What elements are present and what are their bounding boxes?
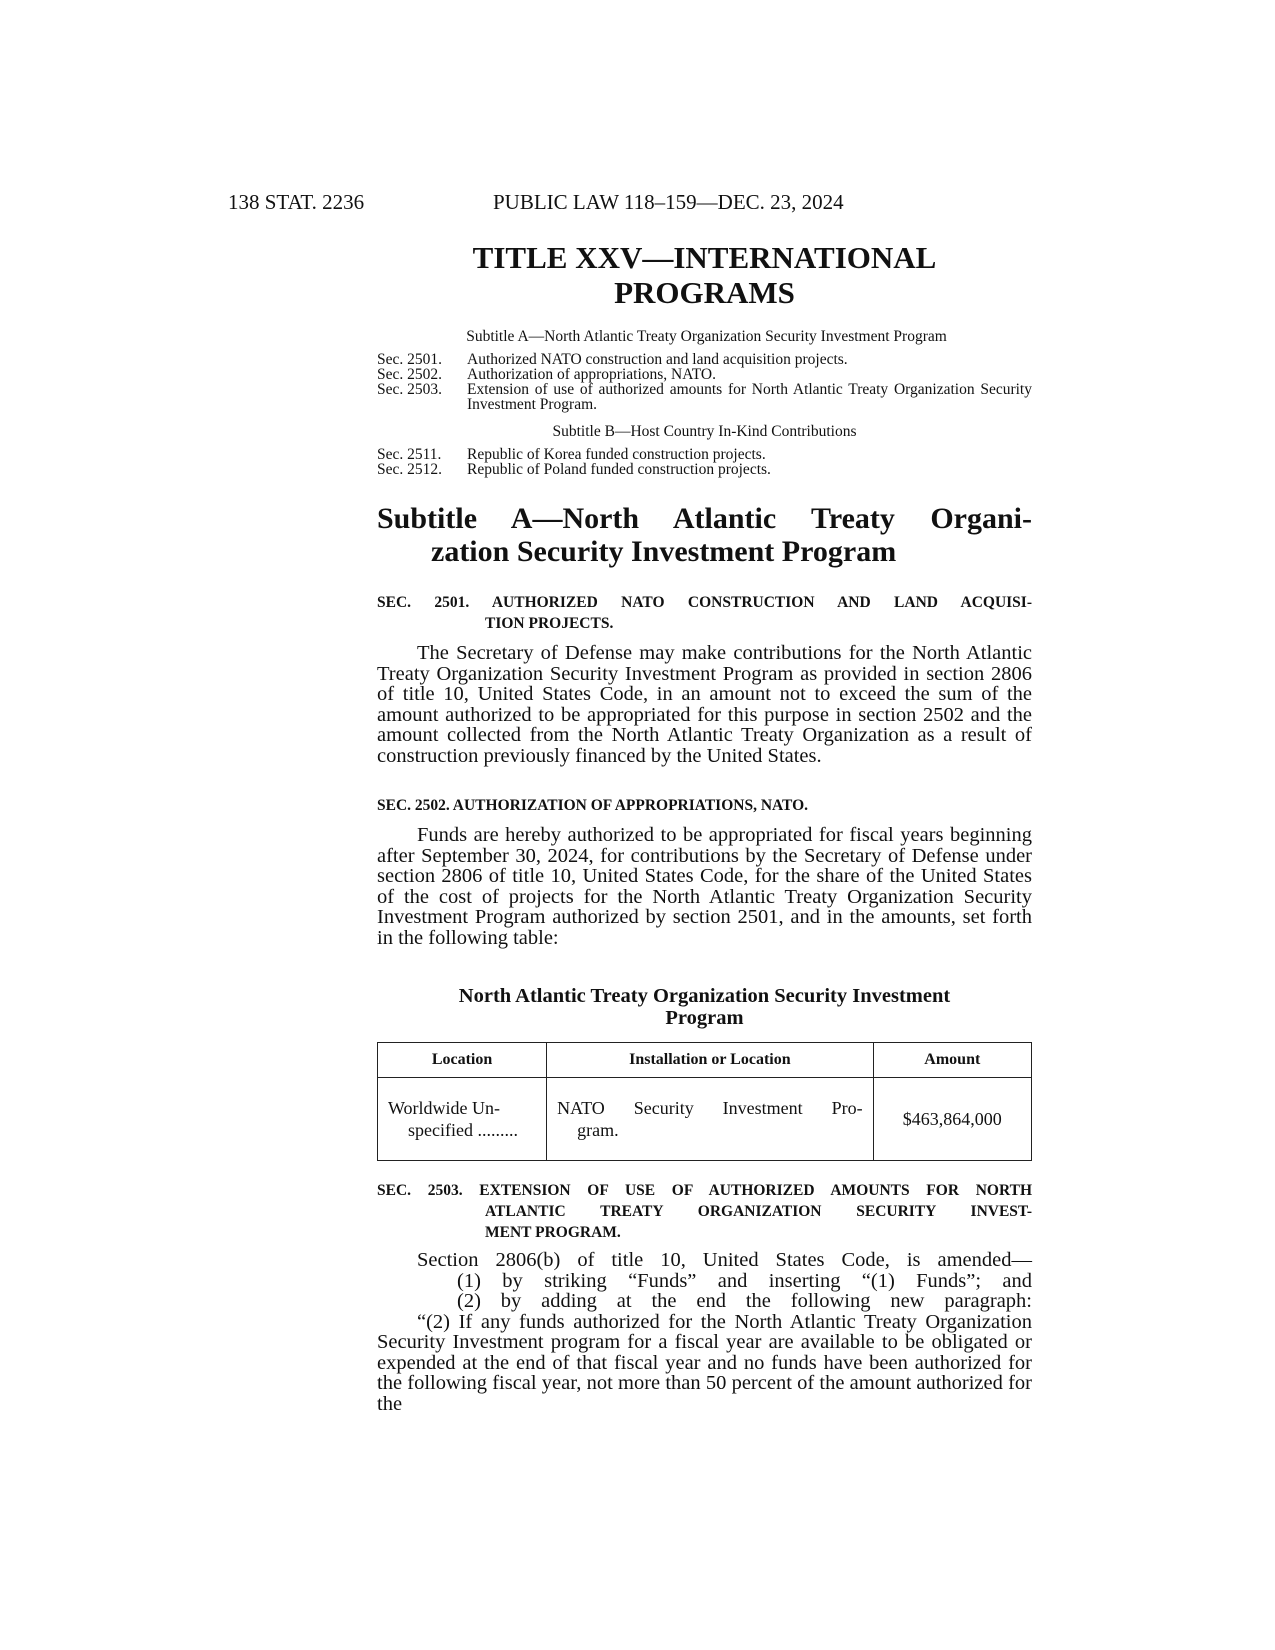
toc-entry bbox=[377, 382, 1032, 412]
column-header-installation: Installation or Location bbox=[547, 1043, 874, 1078]
table-row bbox=[378, 1078, 1032, 1161]
toc-entry-text: Republic of Poland funded construction projects. bbox=[467, 461, 771, 478]
toc-entry-text: Republic of Korea funded construction projects. bbox=[467, 446, 766, 463]
table-title-line-2: Program bbox=[665, 1007, 744, 1029]
nato-funding-table bbox=[377, 1042, 1032, 1161]
toc-entry bbox=[377, 462, 1032, 477]
sec-2501-heading-line-1: SEC. 2501. AUTHORIZED NATO CONSTRUCTION AND LAND ACQUISI- bbox=[377, 594, 1032, 611]
cell-location bbox=[378, 1078, 547, 1161]
table-title-line-1: North Atlantic Treaty Organization Security Investment bbox=[458, 985, 951, 1007]
stat-page-number: 138 STAT. 2236 bbox=[228, 190, 365, 214]
title-line-1: TITLE XXV—INTERNATIONAL bbox=[472, 240, 937, 275]
cell-installation bbox=[547, 1078, 874, 1161]
sec-2503-item-1: (1) by striking “Funds” and inserting “(1) Funds”; and bbox=[457, 1269, 1032, 1292]
sec-2501-heading-line-2: TION PROJECTS. bbox=[485, 615, 614, 632]
column-header-amount: Amount bbox=[873, 1043, 1031, 1078]
cell-installation-line-1: NATO Security Investment Pro- bbox=[557, 1098, 863, 1118]
toc-entry-text: Extension of use of authorized amounts for North Atlantic Treaty Organization Security Investment Program. bbox=[467, 381, 1032, 413]
table-title bbox=[377, 985, 1032, 1029]
sec-2503-item-2: (2) by adding at the end the following new paragraph: bbox=[457, 1290, 1032, 1312]
column-header-location: Location bbox=[378, 1043, 547, 1078]
sec-2502-heading: SEC. 2502. AUTHORIZATION OF APPROPRIATIONS, NATO. bbox=[377, 797, 809, 814]
toc-entry bbox=[377, 367, 1032, 382]
sec-2503-heading-line-1: SEC. 2503. EXTENSION OF USE OF AUTHORIZED AMOUNTS FOR NORTH bbox=[377, 1182, 1032, 1199]
sec-2501-heading bbox=[377, 592, 1032, 634]
sec-2503-quoted-paragraph: “(2) If any funds authorized for the North Atlantic Treaty Organization Security Investment program for a fiscal year are available to be obligated or expended at the end of that fiscal year and no funds have been authorized for the following fiscal year, not more than 50 percent of the amount authorized for the bbox=[377, 1310, 1032, 1415]
table-of-contents bbox=[377, 329, 1032, 477]
sec-2501-text: The Secretary of Defense may make contributions for the North Atlantic Treaty Organization Security Investment Program as provided in section 2806 of title 10, United States Code, in an amount not to exceed the sum of the amount authorized to be appropriated for this purpose in section 2502 and the amount collected from the North Atlantic Treaty Organization as a result of construction previously financed by the United States. bbox=[377, 642, 1032, 767]
toc-entry bbox=[377, 352, 1032, 367]
public-law-citation: PUBLIC LAW 118–159—DEC. 23, 2024 bbox=[493, 190, 844, 214]
toc-entry-number: Sec. 2502. bbox=[377, 366, 443, 383]
sec-2503-text bbox=[377, 1250, 1032, 1414]
cell-amount: $463,864,000 bbox=[873, 1078, 1031, 1161]
toc-entry-text: Authorized NATO construction and land acquisition projects. bbox=[467, 351, 848, 368]
toc-entry-text: Authorization of appropriations, NATO. bbox=[467, 366, 716, 383]
toc-entry-number: Sec. 2503. bbox=[377, 381, 443, 398]
subtitle-a-heading-line-2: zation Security Investment Program bbox=[431, 535, 897, 568]
toc-entry-number: Sec. 2512. bbox=[377, 461, 443, 478]
sec-2503-heading bbox=[377, 1180, 1032, 1243]
toc-subtitle-b: Subtitle B—Host Country In-Kind Contributions bbox=[552, 423, 857, 440]
cell-installation-line-2: gram. bbox=[577, 1120, 619, 1140]
toc-entry-number: Sec. 2501. bbox=[377, 351, 443, 368]
subtitle-a-heading-line-1: Subtitle A—North Atlantic Treaty Organi- bbox=[377, 502, 1032, 535]
sec-2502-text: Funds are hereby authorized to be appropriated for fiscal years beginning after September 30, 2024, for contributions by the Secretary of Defense under section 2806 of title 10, United States Code, for the share of the United States of the cost of projects for the North Atlantic Treaty Organization Security Investment Program authorized by section 2501, and in the amounts, set forth in the following table: bbox=[377, 824, 1032, 949]
table-header-row bbox=[378, 1043, 1032, 1078]
title-heading bbox=[377, 240, 1032, 310]
title-line-2: PROGRAMS bbox=[614, 275, 795, 310]
sec-2503-heading-line-2: ATLANTIC TREATY ORGANIZATION SECURITY INVEST- bbox=[485, 1203, 1032, 1220]
cell-location-line-2: specified ......... bbox=[408, 1120, 518, 1140]
sec-2503-heading-line-3: MENT PROGRAM. bbox=[485, 1224, 621, 1241]
toc-subtitle-a: Subtitle A—North Atlantic Treaty Organization Security Investment Program bbox=[466, 328, 947, 345]
sec-2503-lead: Section 2806(b) of title 10, United States Code, is amended— bbox=[417, 1249, 1032, 1271]
subtitle-a-heading bbox=[377, 502, 1032, 568]
toc-entry bbox=[377, 447, 1032, 462]
cell-location-line-1: Worldwide Un- bbox=[388, 1098, 501, 1118]
toc-entry-number: Sec. 2511. bbox=[377, 446, 442, 463]
